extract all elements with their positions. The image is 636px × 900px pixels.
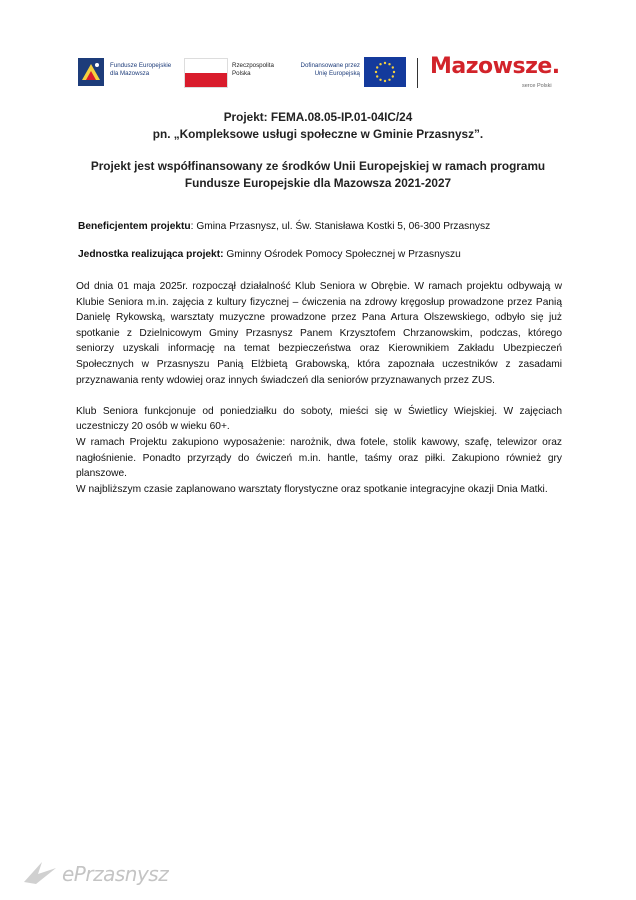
watermark-bird-icon bbox=[22, 858, 60, 888]
paragraph-4: W najbliższym czasie zaplanowano warsztaty florystyczne oraz spotkanie integracyjne okazji Dnia Matki. bbox=[76, 483, 548, 495]
project-name: pn. „Kompleksowe usługi społeczne w Gminie Przasnysz”. bbox=[152, 127, 484, 141]
fe-logo-text: Fundusze Europejskie dla Mazowsza bbox=[110, 62, 172, 77]
fundusze-europejskie-logo-icon bbox=[78, 58, 104, 86]
beneficiary-line bbox=[78, 221, 490, 232]
program-name: Fundusze Europejskie dla Mazowsza 2021-2027 bbox=[184, 176, 452, 190]
implementing-unit-line bbox=[78, 249, 461, 260]
eu-logo-text: Dofinansowane przez Unię Europejską bbox=[300, 62, 360, 77]
polish-flag-icon bbox=[184, 58, 228, 88]
watermark bbox=[22, 856, 169, 890]
watermark-text: ePrzasnysz bbox=[62, 862, 169, 886]
paragraph-2: Klub Seniora funkcjonuje od poniedziałku do soboty, mieści się w Świetlicy Wiejskiej. W zajęciach uczestniczy 20 osób w wieku 60+. bbox=[76, 405, 562, 433]
beneficiary-label: Beneficjentem projektu bbox=[78, 221, 191, 232]
unit-value: Gminny Ośrodek Pomocy Społecznej w Przasnyszu bbox=[223, 249, 461, 260]
mazowsze-subtitle: serce Polski bbox=[522, 83, 552, 89]
pl-logo-text: Rzeczpospolita Polska bbox=[232, 62, 274, 77]
paragraph-1: Od dnia 01 maja 2025r. rozpoczął działalność Klub Seniora w Obrębie. W ramach projektu odbywają w Klubie Seniora m.in. zajęcia z kultury fizycznej – ćwiczenia na zdrowy kręgosłup prowadzone przez Panią Danielę Rykowską, warsztaty muzyczne prowadzone przez Pana Artura Olszewskiego, odbyło się już spotkanie z Dzielnicowym Gminy Przasnysz Panem Krzysztofem Chrzanowskim, podczas, którego seniorzy uzyskali informację na temat bezpieczeństwa oraz Kierownikiem Zakładu Ubezpieczeń Społecznych w Przasnyszu Panią Elżbietą Grabowską, która zapoznała uczestników z zasadami przyznawania renty wdowiej oraz innych świadczeń dla seniorów przyznawanych przez ZUS. bbox=[76, 281, 562, 386]
body-text bbox=[76, 279, 562, 497]
project-code: Projekt: FEMA.08.05-IP.01-04IC/24 bbox=[223, 110, 413, 124]
eu-flag-icon bbox=[364, 57, 406, 87]
mazowsze-logo: Mazowsze. bbox=[430, 54, 560, 79]
logo-divider bbox=[417, 58, 418, 88]
paragraph-3: W ramach Projektu zakupiono wyposażenie: narożnik, dwa fotele, stolik kawowy, szafę, telewizor oraz nagłośnienie. Ponadto przyrządy do ćwiczeń m.in. hantle, taśmy oraz piłki. Zakupiono również gry planszowe. bbox=[76, 436, 562, 480]
unit-label: Jednostka realizująca projekt: bbox=[78, 249, 224, 260]
cofinancing-line: Projekt jest współfinansowany ze środków Unii Europejskiej w ramach programu bbox=[90, 159, 546, 173]
beneficiary-value: : Gmina Przasnysz, ul. Św. Stanisława Kostki 5, 06-300 Przasnysz bbox=[190, 221, 491, 232]
funding-logos-strip bbox=[74, 52, 564, 96]
